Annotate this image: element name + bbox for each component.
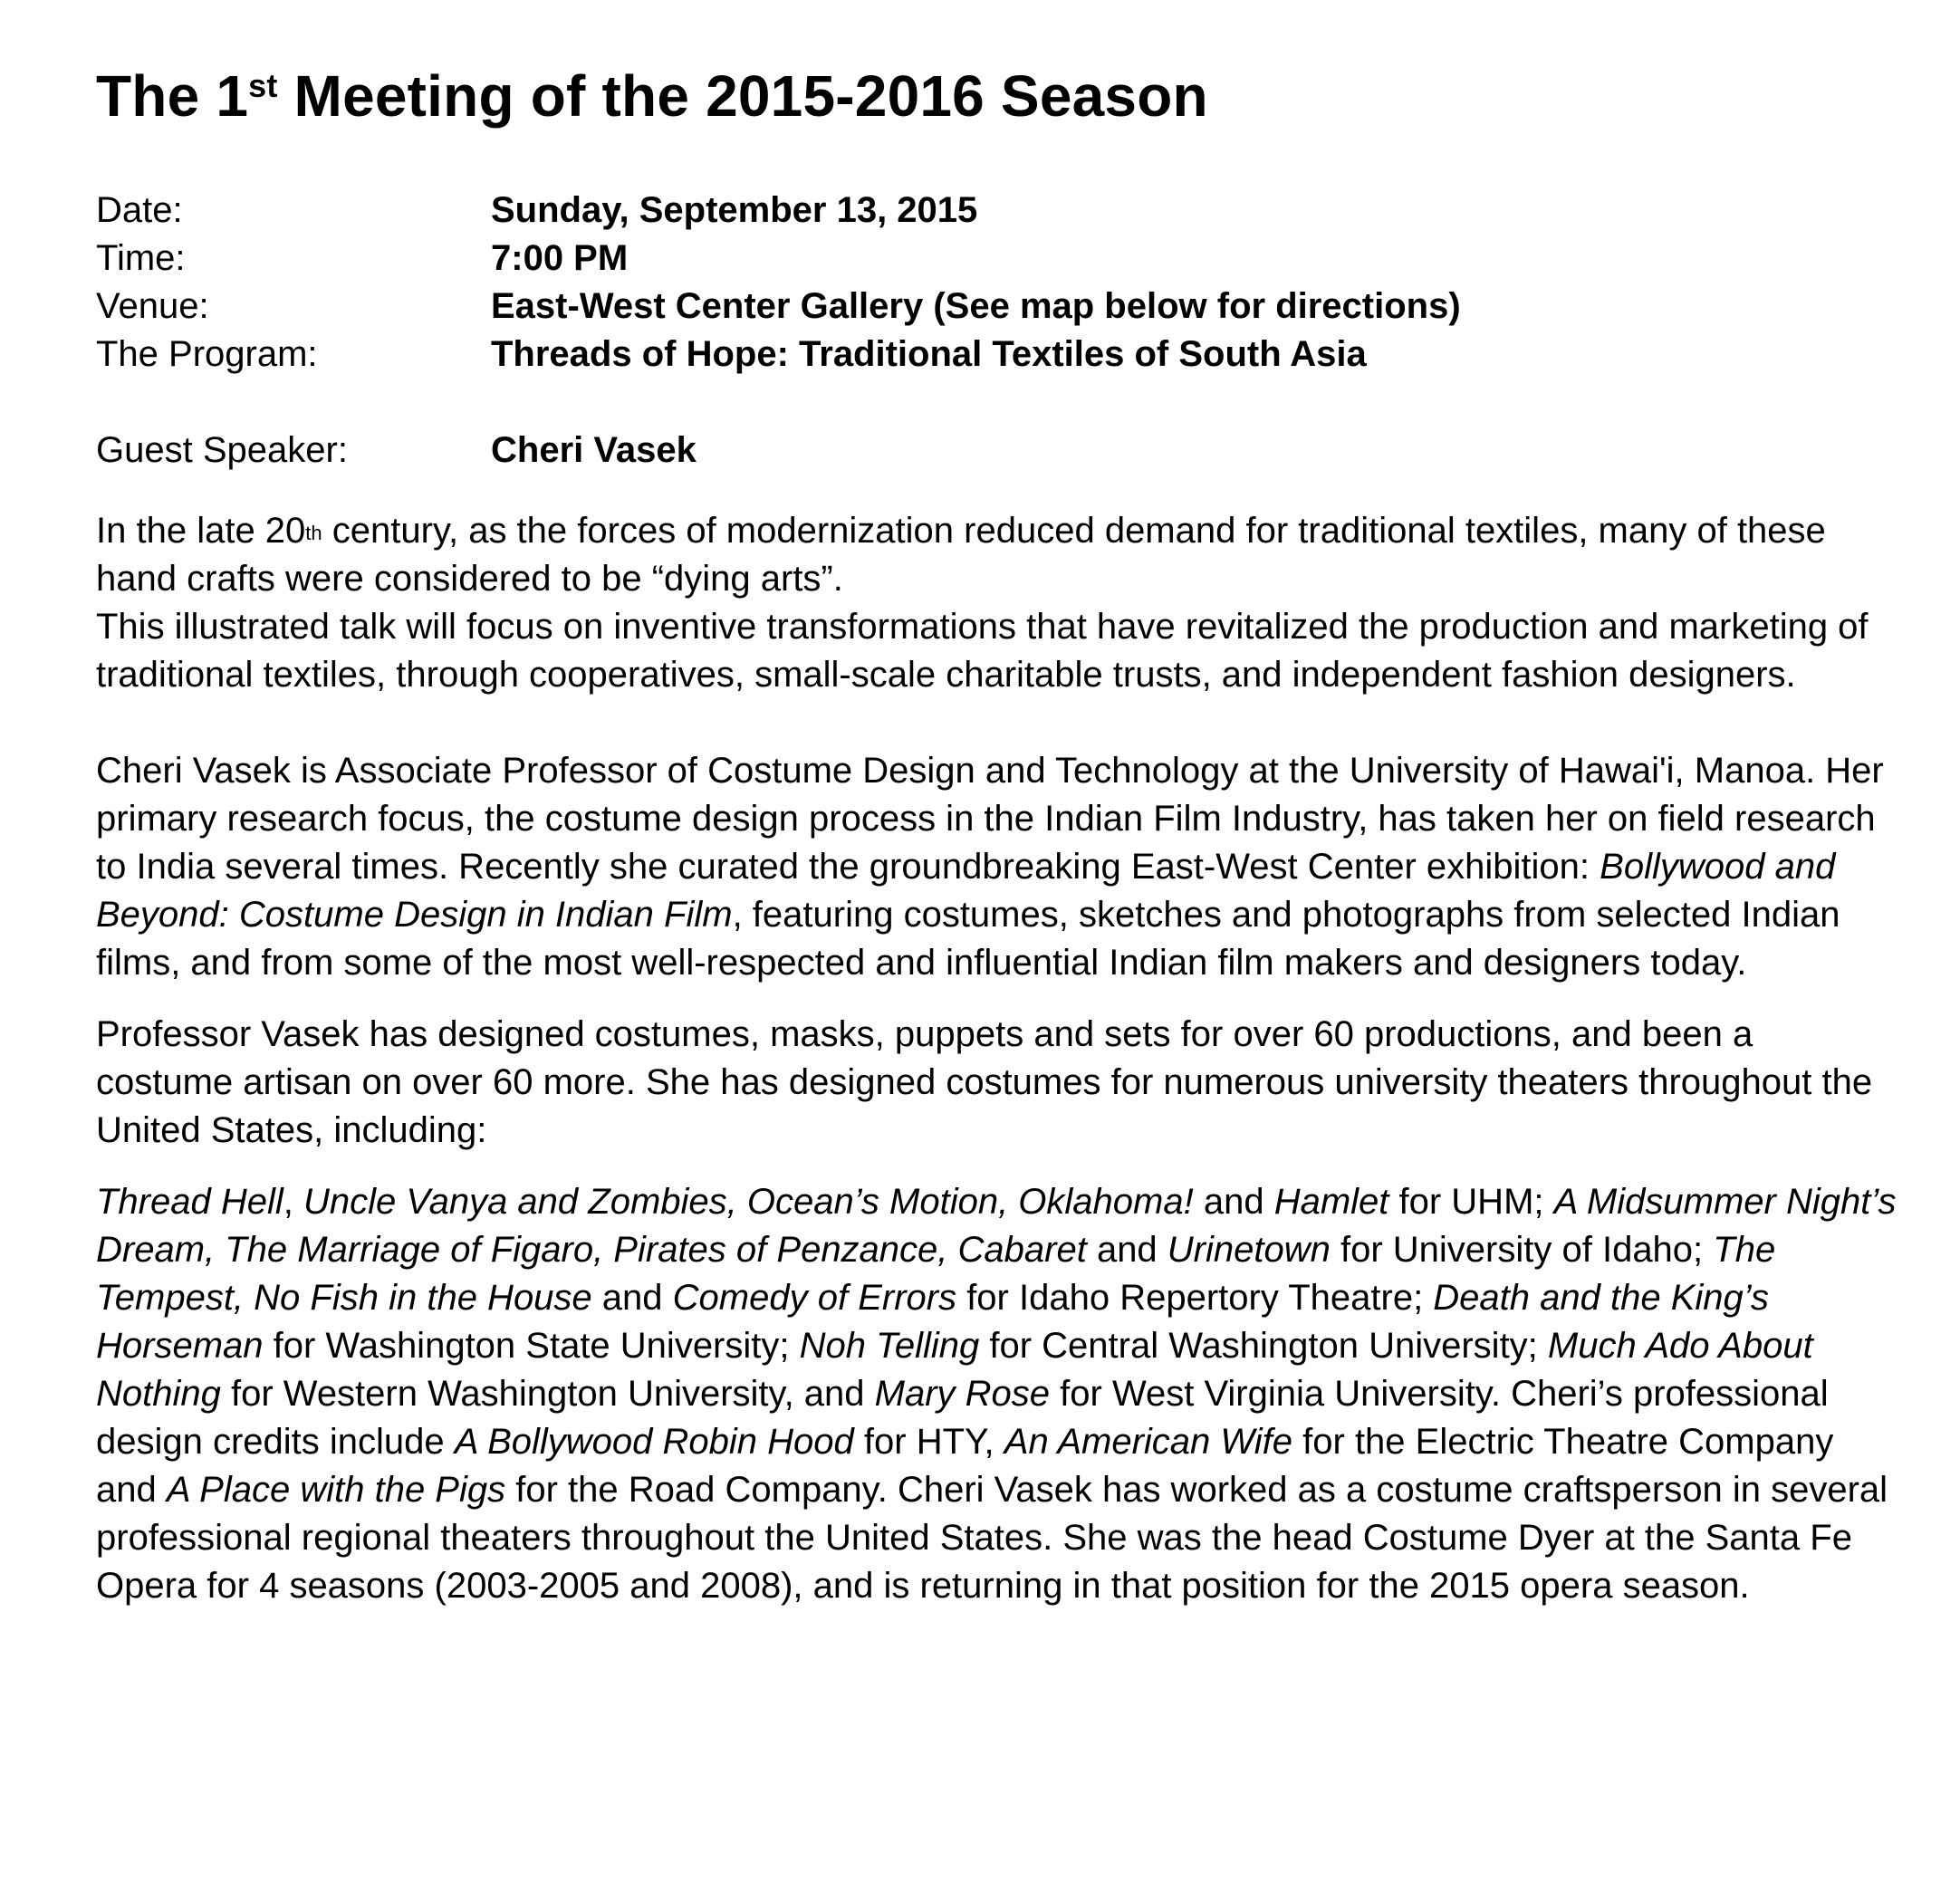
bio-text-b: , featuring costumes, sketches and photographs from selected Indian films, and from some of the most well-respected and influential Indian film makers and designers today.: [96, 894, 1840, 983]
intro-paragraph: [96, 507, 1898, 699]
program-row: [96, 331, 1898, 379]
intro-text-b: century, as the forces of modernization reduced demand for traditional textiles, many of these hand crafts were considered to be “dying arts”.: [96, 510, 1826, 599]
time-value: 7:00 PM: [491, 237, 629, 278]
work-title: Hamlet: [1273, 1181, 1389, 1222]
intro-ordinal-suffix: th: [305, 521, 322, 544]
title-rest: Meeting of the 2015-2016 Season: [277, 63, 1208, 129]
credits-text: for Central Washington University;: [979, 1325, 1548, 1366]
venue-row: [96, 283, 1898, 331]
bio-text-a: Cheri Vasek is Associate Professor of Costume Design and Technology at the University of Hawai'i, Manoa. Her primary research focus, the costume design process in the Indian Film Industry, has taken her on field research to India several times. Recently she curated the groundbreaking East-West Center exhibition:: [96, 750, 1884, 887]
work-title: Much Ado About Nothing: [96, 1325, 1813, 1414]
program-value: Threads of Hope: Traditional Textiles of South Asia: [491, 333, 1367, 374]
credits-text: ,: [283, 1181, 303, 1222]
title-ordinal-suffix: st: [248, 67, 278, 104]
exhibition-title: Bollywood and Beyond: Costume Design in Indian Film: [96, 846, 1836, 935]
time-label: Time:: [96, 237, 186, 278]
work-title: A Midsummer Night’s Dream, The Marriage of Figaro, Pirates of Penzance, Cabaret: [96, 1181, 1897, 1270]
credits-text: and: [1193, 1181, 1274, 1222]
credits-text: and: [1086, 1229, 1167, 1270]
page-title: [96, 63, 1898, 130]
intro-text-a: In the late 20: [96, 510, 306, 551]
credits-text: for UHM;: [1388, 1181, 1554, 1222]
credits-text: for Western Washington University, and: [220, 1373, 875, 1414]
work-title: Noh Telling: [799, 1325, 980, 1366]
credits-text: for West Virginia University. Cheri’s professional design credits include: [96, 1373, 1829, 1462]
credits-text: and: [591, 1277, 673, 1318]
work-title: Uncle Vanya and Zombies, Ocean’s Motion, Oklahoma!: [303, 1181, 1194, 1222]
work-title: Urinetown: [1167, 1229, 1331, 1270]
credits-text: for University of Idaho;: [1330, 1229, 1714, 1270]
speaker-label: Guest Speaker:: [96, 429, 348, 470]
designs-paragraph: Professor Vasek has designed costumes, masks, puppets and sets for over 60 productions, and been a costume artisan on over 60 more. She has designed costumes for numerous university theaters throughout the United States, including:: [96, 1013, 1873, 1150]
venue-label: Venue:: [96, 285, 209, 326]
work-title: A Bollywood Robin Hood: [454, 1421, 854, 1462]
credits-paragraph: [96, 1178, 1898, 1610]
title-prefix: The 1: [96, 63, 249, 129]
venue-value: East-West Center Gallery (See map below for directions): [491, 285, 1461, 326]
credits-text: for the Road Company. Cheri Vasek has worked as a costume craftsperson in several professional regional theaters throughout the United States. She was the head Costume Dyer at the Santa Fe Opera for 4 seasons (2003-2005 and 2008), and is returning in that position for the 2015 opera season.: [96, 1469, 1888, 1606]
date-row: [96, 187, 1898, 235]
work-title: Thread Hell: [96, 1181, 283, 1222]
meeting-details: [96, 187, 1898, 475]
speaker-value: Cheri Vasek: [491, 429, 697, 470]
work-title: The Tempest, No Fish in the House: [96, 1229, 1776, 1318]
credits-text: for HTY,: [853, 1421, 1004, 1462]
work-title: An American Wife: [1004, 1421, 1293, 1462]
work-title: Mary Rose: [874, 1373, 1051, 1414]
work-title: Death and the King’s Horseman: [96, 1277, 1769, 1366]
credits-text: for Idaho Repertory Theatre;: [956, 1277, 1434, 1318]
date-value: Sunday, September 13, 2015: [491, 189, 978, 230]
work-title: A Place with the Pigs: [166, 1469, 506, 1510]
program-label: The Program:: [96, 333, 318, 374]
speaker-row: [96, 427, 1898, 475]
work-title: Comedy of Errors: [672, 1277, 957, 1318]
credits-text: for Washington State University;: [263, 1325, 800, 1366]
date-label: Date:: [96, 189, 183, 230]
time-row: [96, 235, 1898, 283]
credits-text: for the Electric Theatre Company and: [96, 1421, 1834, 1510]
bio-paragraph: [96, 747, 1898, 987]
document-page: [96, 63, 1898, 1610]
intro-text-c: This illustrated talk will focus on inventive transformations that have revitalized the production and marketing of traditional textiles, through cooperatives, small-scale charitable trusts, and independent fashion designers.: [96, 606, 1869, 695]
